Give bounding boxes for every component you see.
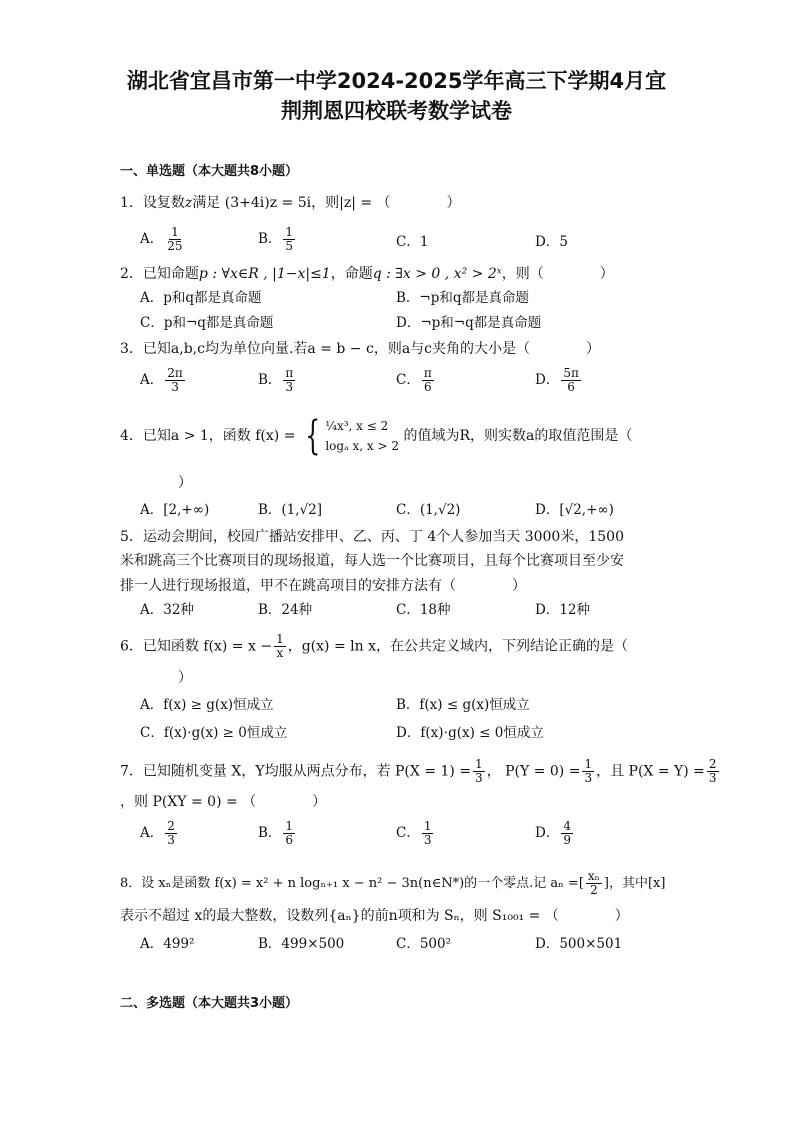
q7-option-c[interactable]	[396, 820, 435, 847]
q4-close-paren: ）	[178, 475, 192, 491]
q7-a-den: 3	[167, 833, 175, 847]
q7-option-a[interactable]	[140, 820, 179, 847]
q7-f3-num: 2	[708, 757, 717, 771]
q1-b-num: 1	[285, 225, 294, 239]
q2-prop-p: p : ∀x∈R , |1−x|≤1	[198, 266, 331, 282]
question-5-line-3: 排一人进行现场报道，甲不在跳高项目的安排方法有（ ）	[120, 578, 526, 594]
q3-b-den: 3	[285, 380, 294, 394]
q2-option-c[interactable]: C．p和¬q都是真命题	[140, 315, 274, 331]
q1-a-den: 25	[167, 239, 183, 253]
q7-d-label: D．	[535, 825, 560, 841]
q8-fraction	[586, 870, 602, 897]
q1-option-c[interactable]: C．1	[396, 234, 429, 250]
q3-a-label: A．	[140, 372, 164, 388]
q7-option-b[interactable]	[258, 820, 297, 847]
question-8-line-2: 表示不超过 x的最大整数，设数列{aₙ}的前n项和为 Sₙ，则 S₁₀₀₁ = （ ）	[120, 908, 629, 924]
q1-b-fraction	[283, 226, 295, 253]
q7-text-1: 7．已知随机变量 X，Y均服从两点分布，若 P(X = 1) =	[120, 763, 472, 780]
q7-c-label: C．	[396, 825, 420, 841]
q7-b-label: B．	[258, 825, 282, 841]
q1-a-fraction	[165, 226, 184, 253]
q7-frac-1	[473, 758, 485, 785]
q8-text-1: 8．设 xₙ是函数 f(x) = x² + n logₙ₊₁ x − n² − 3n(n∈N*)的一个零点.记 aₙ =	[120, 876, 579, 891]
q4-text-1: 4．已知a > 1，函数 f(x) =	[120, 428, 296, 444]
q5-option-d[interactable]: D．12种	[535, 602, 591, 618]
q1-expr: (3+4i)z = 5i	[224, 195, 312, 211]
section-multiple-choice: 二、多选题（本大题共3小题）	[120, 996, 299, 1011]
q3-d-den: 6	[567, 380, 575, 394]
q3-d-label: D．	[535, 372, 560, 388]
q6-option-a[interactable]: A．f(x) ≥ g(x)恒成立	[140, 697, 274, 713]
q6-close-paren: ）	[178, 670, 192, 686]
q4-text-2: 的值域为R，则实数a的取值范围是（	[403, 428, 633, 444]
title-line-1: 湖北省宜昌市第一中学2024-2025学年高三下学期4月宜	[126, 69, 667, 93]
q1-b-den: 5	[285, 239, 294, 253]
q7-a-num: 2	[167, 819, 175, 833]
q1-tail: = （ ）	[355, 195, 461, 211]
q4-option-c[interactable]: C．(1,√2)	[396, 502, 461, 518]
title-line-2: 荆荆恩四校联考数学试卷	[281, 99, 512, 123]
q8-den: 2	[590, 883, 598, 897]
question-6	[120, 633, 628, 660]
q8-option-b[interactable]: B．499×500	[258, 936, 345, 952]
section-single-choice: 一、单选题（本大题共8小题）	[120, 164, 299, 179]
q3-option-a[interactable]	[140, 367, 187, 394]
q7-text-2: ， P(Y = 0) =	[486, 763, 581, 780]
q2-option-a[interactable]: A．p和q都是真命题	[140, 290, 262, 306]
brace-icon: {	[304, 413, 321, 459]
question-5-line-2: 米和跳高三个比赛项目的现场报道，每人选一个比赛项目，且每个比赛项目至少安	[120, 553, 624, 569]
q7-d-num: 4	[563, 819, 571, 833]
q7-a-fraction	[165, 820, 177, 847]
q3-d-fraction	[561, 367, 581, 394]
q7-f2-num: 1	[584, 757, 593, 771]
q3-b-fraction	[283, 367, 295, 394]
question-7-line-2: ，则 P(XY = 0) = （ ）	[120, 794, 327, 810]
q2-text-3: ，则（ ）	[501, 266, 614, 282]
q2-option-b[interactable]: B．¬p和q都是真命题	[396, 290, 530, 306]
q1-b-label: B．	[258, 231, 282, 247]
q7-c-num: 1	[423, 819, 432, 833]
q6-text-1: 6．已知函数 f(x) = x −	[120, 638, 273, 655]
q4-option-a[interactable]: A．[2,+∞)	[140, 502, 210, 518]
q7-c-den: 3	[423, 833, 432, 847]
q6-text-2: ，g(x) = ln x，在公共定义域内，下列结论正确的是（	[287, 638, 628, 655]
question-5-line-1: 5．运动会期间，校园广播站安排甲、乙、丙、丁 4个人参加当天 3000米，1500	[120, 529, 624, 545]
q2-text-2: ，命题	[330, 266, 373, 282]
q7-c-fraction	[422, 820, 434, 847]
q7-a-label: A．	[140, 825, 164, 841]
q3-a-den: 3	[171, 380, 179, 394]
q6-num: 1	[276, 632, 284, 646]
q3-option-c[interactable]	[396, 367, 436, 394]
q6-den: x	[276, 646, 284, 660]
q2-prop-q: q : ∃x > 0 , x² > 2ˣ	[372, 266, 502, 282]
q7-b-den: 6	[285, 833, 294, 847]
q6-option-b[interactable]: B．f(x) ≤ g(x)恒成立	[396, 697, 530, 713]
q3-c-fraction	[422, 367, 434, 394]
q8-text-2: ，其中[x]	[608, 876, 666, 891]
q7-frac-3	[707, 758, 719, 785]
q7-option-d[interactable]	[535, 820, 575, 847]
q3-c-num: π	[423, 366, 432, 380]
q6-fraction	[274, 633, 286, 660]
q8-option-a[interactable]: A．499²	[140, 936, 195, 952]
q1-a-label: A．	[140, 231, 164, 247]
question-3: 3．已知a,b,c均为单位向量.若a = b − c，则a与c夹角的大小是（ ）	[120, 341, 601, 357]
q1-absz: |z|	[339, 195, 356, 211]
q7-f1-den: 3	[475, 771, 483, 785]
q3-b-label: B．	[258, 372, 282, 388]
q7-f2-den: 3	[584, 771, 593, 785]
q8-num: xₙ	[587, 869, 600, 883]
q2-text-1: 2．已知命题	[120, 266, 199, 282]
question-1	[120, 193, 461, 213]
q4-piecewise	[300, 413, 400, 459]
q4-row-1: ¼x³, x ≤ 2	[325, 419, 389, 433]
q2-option-d[interactable]: D．¬p和¬q都是真命题	[396, 315, 542, 331]
q3-option-b[interactable]	[258, 367, 297, 394]
q6-option-c[interactable]: C．f(x)⋅g(x) ≥ 0恒成立	[140, 725, 288, 741]
q7-d-den: 9	[563, 833, 571, 847]
q1-option-b[interactable]	[258, 226, 297, 253]
question-7	[120, 758, 721, 785]
q7-frac-2	[582, 758, 594, 785]
q6-option-d[interactable]: D．f(x)⋅g(x) ≤ 0恒成立	[396, 725, 544, 741]
q1-var: z	[184, 195, 193, 211]
q1-prefix: 1．设复数	[120, 195, 185, 211]
q5-option-b[interactable]: B．24种	[258, 602, 313, 618]
q1-mid: 满足	[192, 195, 221, 211]
q3-b-num: π	[285, 366, 294, 380]
q4-option-b[interactable]: B．(1,√2]	[258, 502, 323, 518]
q4-row-2: logₐ x, x > 2	[325, 439, 400, 453]
q5-option-c[interactable]: C．18种	[396, 602, 451, 618]
q8-option-c[interactable]: C．500²	[396, 936, 452, 952]
q7-text-3: ，且 P(X = Y) =	[596, 763, 705, 780]
question-8: 8．设 xₙ是函数 f(x) = x² + n logₙ₊₁ x − n² − 3n(n∈N*)的一个零点.记 aₙ =[ $\frac{\text{xₙ}}{2}$ ]，其中[x]	[120, 869, 666, 897]
q1-option-a[interactable]	[140, 226, 187, 253]
q3-a-num: 2π	[167, 366, 183, 380]
question-2	[120, 264, 614, 284]
q1-a-num: 1	[171, 225, 179, 239]
q7-b-fraction	[283, 820, 295, 847]
q8-option-d[interactable]: D．500×501	[535, 936, 623, 952]
q3-option-d[interactable]	[535, 367, 583, 394]
q1-then: ，则	[311, 195, 340, 211]
q7-b-num: 1	[285, 819, 294, 833]
q3-a-fraction	[165, 367, 185, 394]
q7-f3-den: 3	[708, 771, 717, 785]
q7-d-fraction	[561, 820, 573, 847]
question-4	[120, 413, 633, 459]
q4-option-d[interactable]: D．[√2,+∞)	[535, 502, 614, 518]
q5-option-a[interactable]: A．32种	[140, 602, 194, 618]
q3-d-num: 5π	[563, 366, 579, 380]
exam-title	[90, 66, 703, 126]
q7-f1-num: 1	[475, 757, 483, 771]
q3-c-label: C．	[396, 372, 420, 388]
q3-c-den: 6	[423, 380, 432, 394]
q1-option-d[interactable]: D．5	[535, 234, 568, 250]
